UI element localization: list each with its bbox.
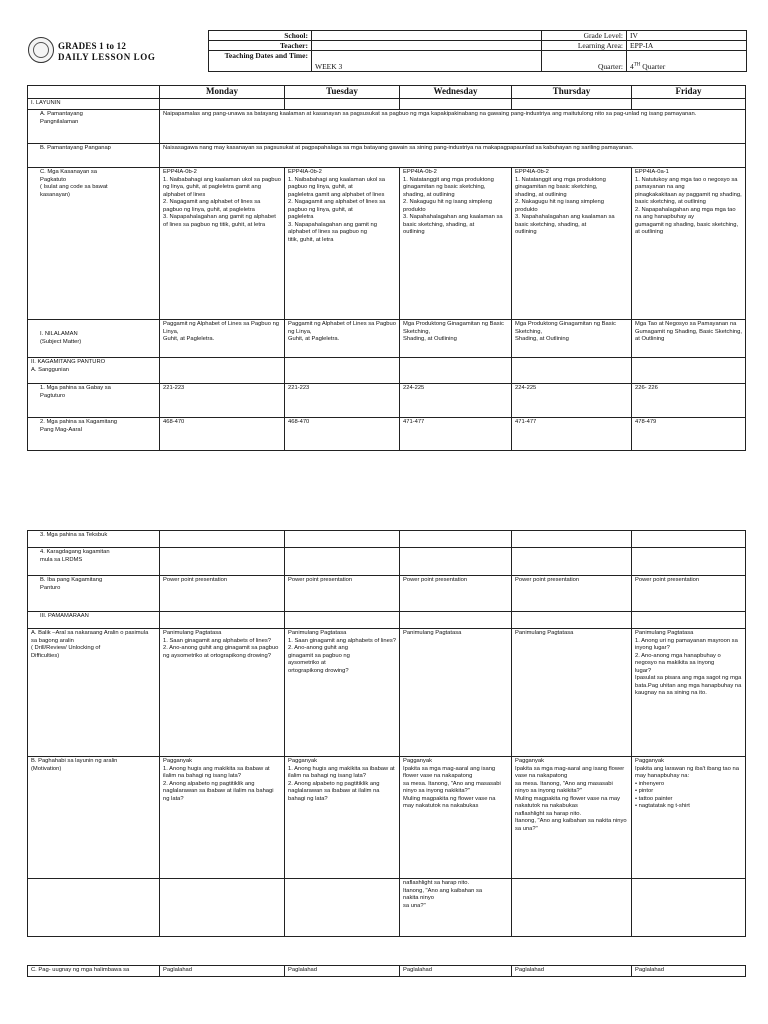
empty-cell [160,358,285,384]
iba-pang-monday: Power point presentation [160,576,285,612]
day-header-friday: Friday [632,86,746,99]
quarter-label: Quarter: [542,51,627,72]
nilalaman-wednesday: Mga Produktong Ginagamitan ng Basic Sketching, Shading, at Outlining [400,320,512,358]
balik-aral-thursday: Panimulang Pagtatasa [512,629,632,757]
day-header-monday: Monday [160,86,285,99]
empty-cell [285,879,400,937]
empty-cell [285,99,400,110]
empty-cell [512,548,632,576]
gabay-friday: 226- 226 [632,384,746,418]
empty-cell [512,612,632,629]
paghahabi-tuesday: Pagganyak 1. Anong hugis ang makikita sa ibabaw at ilalim na bahagi ng isang lata? 2. Anong alpabeto ng pagtitiklik ang naglalarawan sa ibabaw at ilalim na bahagi ng lata? [285,757,400,879]
kasanayan-friday: EPP4IA-0a-1 1. Natutukoy ang mga tao o negosyo sa pamayanan na ang pinagkakakitaan ay paggamit ng shading, basic sketching, at outlining 2. Napapahalagahan ang mga mga tao na ang hanapbuhay ay gumagamit ng shading, basic sketching, at outlining [632,168,746,320]
row-label-nilalaman: I. NILALAMAN (Subject Matter) [28,320,160,358]
continuation-wednesday: naflashlight sa harap nito. Itanong, "Ano ang kaibahan sa nakita ninyo sa una?" [400,879,512,937]
row-label-paghahabi: B. Paghahabi sa layunin ng aralin (Motivation) [28,757,160,879]
mag-aaral-tuesday: 468-470 [285,418,400,451]
balik-aral-wednesday: Panimulang Pagtatasa [400,629,512,757]
lesson-grid-page2 [27,530,746,937]
empty-cell [400,531,512,548]
empty-cell [512,879,632,937]
empty-cell [632,358,746,384]
gabay-monday: 221-223 [160,384,285,418]
empty-cell [632,531,746,548]
pag-uugnay-friday: Paglalahad [632,966,746,977]
row-label-gabay: 1. Mga pahina sa Gabay sa Pagtuturo [28,384,160,418]
row-label-teksbuk: 3. Mga pahina sa Teksbuk [28,531,160,548]
empty-cell [632,548,746,576]
nilalaman-tuesday: Paggamit ng Alphabet of Lines sa Pagbuo ng Linya, Guhit, at Pagleletra. [285,320,400,358]
mag-aaral-friday: 478-479 [632,418,746,451]
nilalaman-monday: Paggamit ng Alphabet of Lines sa Pagbuo ng Linya, Guhit, at Pagleletra. [160,320,285,358]
teacher-label: Teacher: [209,41,312,51]
row-label-karagdagang-kagamitan: 4. Karagdagang kagamitan mula sa LRDMS [28,548,160,576]
learning-area-value: EPP-IA [627,41,747,51]
iba-pang-tuesday: Power point presentation [285,576,400,612]
nilalaman-friday: Mga Tao at Negosyo sa Pamayanan na Gumagamit ng Shading, Basic Sketching, at Outlining [632,320,746,358]
day-header-wednesday: Wednesday [400,86,512,99]
row-label-iba-pang-kagamitan: B. Iba pang Kagamitang Panturo [28,576,160,612]
empty-cell [512,99,632,110]
row-label-kagamitang-panturo: II. KAGAMITANG PANTURO A. Sanggunian [28,358,160,384]
quarter-value [627,51,747,72]
empty-cell [160,531,285,548]
iba-pang-thursday: Power point presentation [512,576,632,612]
empty-cell [400,99,512,110]
school-value [312,31,542,41]
quarter-num: 4 [630,62,634,71]
mag-aaral-wednesday: 471-477 [400,418,512,451]
kasanayan-tuesday: EPP4IA-0b-2 1. Naibabahagi ang kaalaman ukol sa pagbuo ng linya, guhit, at pagleletra gamit ang alphabet of lines 2. Nagagamit ang alphabet of lines sa pagbuo ng linya, guhit, at pagleletra 3. Napapahalagahan ang gamit ng alphabet of lines sa pagbuo ng titik, guhit, at letra [285,168,400,320]
gabay-wednesday: 224-225 [400,384,512,418]
section-pamamaraan: III. PAMAMARAAN [28,612,160,629]
kasanayan-monday: EPP4IA-0b-2 1. Naibabahagi ang kaalaman ukol sa pagbuo ng linya, guhit, at pagleletra gamit ang alphabet of lines 2. Nagagamit ang alphabet of lines sa pagbuo ng linya, guhit, at pagleletra 3. Napapahalagahan ang gamit ng alphabet of lines sa pagbuo ng titik, guhit, at letra [160,168,285,320]
dates-label: Teaching Dates and Time: [209,51,312,72]
row-label-balik-aral: A. Balik –Aral sa nakaraang Aralin o pasimula sa bagong aralin ( Drill/Review/ Unlocking of Difficulties) [28,629,160,757]
deped-logo [28,37,54,63]
empty-cell [285,531,400,548]
empty-cell [160,879,285,937]
paghahabi-friday: Pagganyak Ipakita ang larawan ng iba't ibang tao na may hanapbuhay na: • inhenyero • pintor • tattoo painter • nagtatatak ng t-shirt [632,757,746,879]
empty-cell [512,531,632,548]
row-label-kasanayan: C. Mga Kasanayan sa Pagkatuto ( Isulat ang code sa bawat kasanayan) [28,168,160,320]
row-label-pag-uugnay: C. Pag- uugnay ng mga halimbawa sa [28,966,160,977]
grade-level-value: IV [627,31,747,41]
nilalaman-thursday: Mga Produktong Ginagamitan ng Basic Sketching, Shading, at Outlining [512,320,632,358]
pag-uugnay-wednesday: Paglalahad [400,966,512,977]
doc-title-line1: GRADES 1 to 12 [58,41,127,51]
balik-aral-tuesday: Panimulang Pagtatasa 1. Saan ginagamit ang alphabets of lines? 2. Ano-anong guhit ang ginagamit sa pagbuo ng aysometriko at ortograpikong drowing? [285,629,400,757]
empty-cell [400,358,512,384]
pag-uugnay-thursday: Paglalahad [512,966,632,977]
school-label: School: [209,31,312,41]
empty-cell [400,548,512,576]
empty-cell [160,99,285,110]
doc-title-line2: DAILY LESSON LOG [58,52,156,62]
day-header-thursday: Thursday [512,86,632,99]
lesson-grid-page1 [27,85,746,451]
learning-area-label: Learning Area: [542,41,627,51]
empty-cell [160,612,285,629]
quarter-word: Quarter [642,62,666,71]
mag-aaral-monday: 468-470 [160,418,285,451]
grade-level-label: Grade Level: [542,31,627,41]
empty-cell [28,879,160,937]
iba-pang-friday: Power point presentation [632,576,746,612]
paghahabi-wednesday: Pagganyak Ipakita sa mga mag-aaral ang isang flower vase na nakapatong sa mesa. Itanong, "Ano ang masasabi ninyo sa inyong nakikita?" Muling magpakita ng flower vase na may nakatutok na nakabukas [400,757,512,879]
mag-aaral-thursday: 471-477 [512,418,632,451]
empty-cell [400,612,512,629]
corner-cell [28,86,160,99]
pag-uugnay-tuesday: Paglalahad [285,966,400,977]
iba-pang-wednesday: Power point presentation [400,576,512,612]
pamantayang-pangnilalaman-text: Naipapamalas ang pang-unawa sa batayang kaalaman at kasanayan sa pagsusukat sa pagbuo ng mga kapakipakinabang na gawaing pang-industriya ang maitutulong nito sa pag-unlad ng isang pamayanan. [160,110,746,144]
week-value: WEEK 3 [312,51,542,72]
kasanayan-wednesday: EPP4IA-0b-2 1. Natatanggit ang mga produktong ginagamitan ng basic sketching, shading, at outlining 2. Nakagugu hit ng isang simpleng produkto 3. Napahahalagahan ang kaalaman sa basic sketching, shading, at outlining [400,168,512,320]
empty-cell [632,612,746,629]
lesson-grid-page3 [27,965,746,977]
teacher-value [312,41,542,51]
empty-cell [632,879,746,937]
header-table [208,30,747,72]
empty-cell [512,358,632,384]
gabay-tuesday: 221-223 [285,384,400,418]
gabay-thursday: 224-225 [512,384,632,418]
balik-aral-friday: Panimulang Pagtatasa 1. Anong uri ng pamayanan mayroon sa inyong lugar? 2. Ano-anong mga hanapbuhay o negosyo na makikita sa inyong lugar? Ipasulat sa pisara ang mga sagot ng mga bata.Pag uhitan ang mga hanapbuhay na kaugnay na sa sining na ito. [632,629,746,757]
paghahabi-monday: Pagganyak 1. Anong hugis ang makikita sa ibabaw at ilalim na bahagi ng isang lata? 2. Anong alpabeto ng pagtitiklik ang naglalarawan sa ibabaw at ilalim na bahagi ng lata? [160,757,285,879]
day-header-tuesday: Tuesday [285,86,400,99]
kasanayan-thursday: EPP4IA-0b-2 1. Natatanggit ang mga produktong ginagamitan ng basic sketching, shading, at outlining 2. Nakagugu hit ng isang simpleng produkto 3. Napahahalagahan ang kaalaman sa basic sketching, shading, at outlining [512,168,632,320]
empty-cell [632,99,746,110]
row-label-kagamitang-mag-aaral: 2. Mga pahina sa Kagamitang Pang Mag-Aaral [28,418,160,451]
row-label-pamantayang-panganap: B. Pamantayang Panganap [28,144,160,168]
paghahabi-thursday: Pagganyak Ipakita sa mga mag-aaral ang isang flower vase na nakapatong sa mesa. Itanong, "Ano ang masasabi ninyo sa inyong nakikita?" Muling magpakita ng flower vase na may nakatutok na nakabukas naflashlight sa harap nito. Itanong, "Ano ang kaibahan sa nakita ninyo sa una?" [512,757,632,879]
quarter-sup: TH [633,62,641,68]
empty-cell [285,548,400,576]
balik-aral-monday: Panimulang Pagtatasa 1. Saan ginagamit ang alphabets of lines? 2. Ano-anong guhit ang ginagamit sa pagbuo ng aysometriko at ortograpikong drowing? [160,629,285,757]
empty-cell [160,548,285,576]
pag-uugnay-monday: Paglalahad [160,966,285,977]
empty-cell [285,358,400,384]
empty-cell [285,612,400,629]
pamantayang-panganap-text: Naisasagawa nang may kasanayan sa pagsusukat at pagpapahalaga sa mga batayang gawain sa sining pang-industriya na makapagpapaunlad sa kabuhayan ng sariling pamayanan. [160,144,746,168]
section-layunin: I. LAYUNIN [28,99,160,110]
row-label-pamantayang-pangnilalaman: A. Pamantayang Pangnilalaman [28,110,160,144]
